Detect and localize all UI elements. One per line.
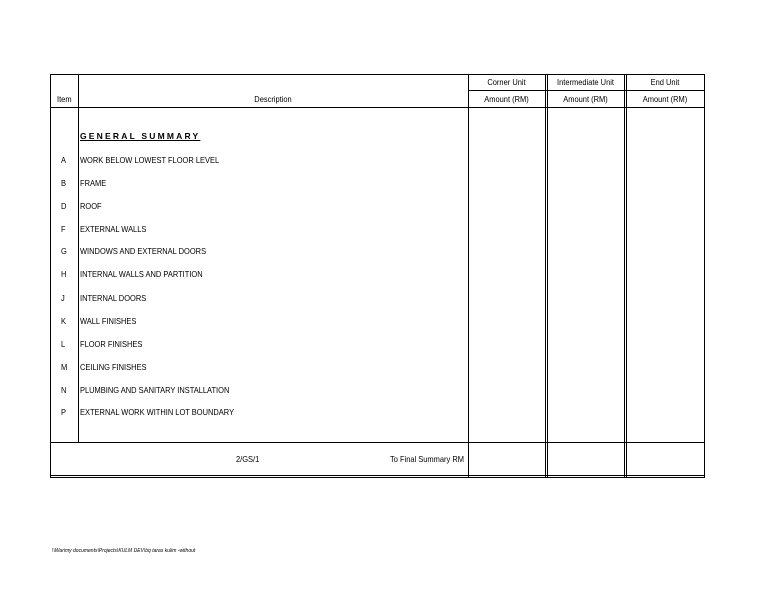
intermediate-col-divider-a — [624, 74, 625, 477]
corner-col-divider-a — [545, 74, 546, 477]
row-desc: ROOF — [80, 201, 102, 211]
row-item: K — [61, 316, 66, 326]
section-title: GENERAL SUMMARY — [80, 131, 201, 141]
to-final-summary-label: To Final Summary RM — [390, 454, 464, 464]
row-item: A — [61, 155, 66, 165]
row-item: P — [61, 407, 66, 417]
row-desc: INTERNAL WALLS AND PARTITION — [80, 269, 203, 279]
header-intermediate-unit: Intermediate Unit — [557, 77, 614, 87]
header-corner-unit: Corner Unit — [487, 77, 526, 87]
row-item: L — [61, 339, 66, 349]
page-reference: 2/GS/1 — [236, 454, 260, 464]
header-end-amount: Amount (RM) — [642, 94, 688, 104]
header-item: Item — [57, 94, 72, 104]
row-item: N — [61, 385, 67, 395]
row-item: J — [61, 293, 65, 303]
header-mid-line — [468, 90, 705, 91]
header-bottom-border — [50, 107, 705, 108]
intermediate-col-divider-b — [626, 74, 627, 477]
desc-col-divider — [468, 74, 469, 477]
row-desc: FLOOR FINISHES — [80, 339, 143, 349]
row-desc: CEILING FINISHES — [80, 362, 147, 372]
file-path-footnote: \\Warimy documents\Projects\KULM DEV\bq taras kulim -without — [52, 548, 196, 554]
item-col-divider — [78, 74, 79, 442]
header-intermediate-amount: Amount (RM) — [563, 94, 608, 104]
header-end-unit: End Unit — [650, 77, 680, 87]
row-desc: FRAME — [80, 178, 107, 188]
corner-col-divider-b — [547, 74, 548, 477]
table-top-border — [50, 74, 705, 75]
row-desc: WORK BELOW LOWEST FLOOR LEVEL — [80, 155, 220, 165]
row-desc: EXTERNAL WORK WITHIN LOT BOUNDARY — [80, 407, 235, 417]
table-bottom-border-double — [50, 477, 705, 478]
row-desc: WALL FINISHES — [80, 316, 137, 326]
table-right-border — [704, 74, 705, 477]
table-bottom-border — [50, 475, 705, 476]
row-desc: INTERNAL DOORS — [80, 293, 147, 303]
row-desc: EXTERNAL WALLS — [80, 224, 147, 234]
row-item: G — [61, 246, 67, 256]
row-item: B — [61, 178, 66, 188]
row-desc: PLUMBING AND SANITARY INSTALLATION — [80, 385, 230, 395]
row-desc: WINDOWS AND EXTERNAL DOORS — [80, 246, 207, 256]
row-item: H — [61, 269, 67, 279]
row-item: M — [61, 362, 68, 372]
header-corner-amount: Amount (RM) — [484, 94, 529, 104]
footer-top-border — [50, 442, 705, 443]
row-item: D — [61, 201, 67, 211]
header-description: Description — [254, 94, 292, 104]
table-left-border — [50, 74, 51, 477]
row-item: F — [61, 224, 66, 234]
